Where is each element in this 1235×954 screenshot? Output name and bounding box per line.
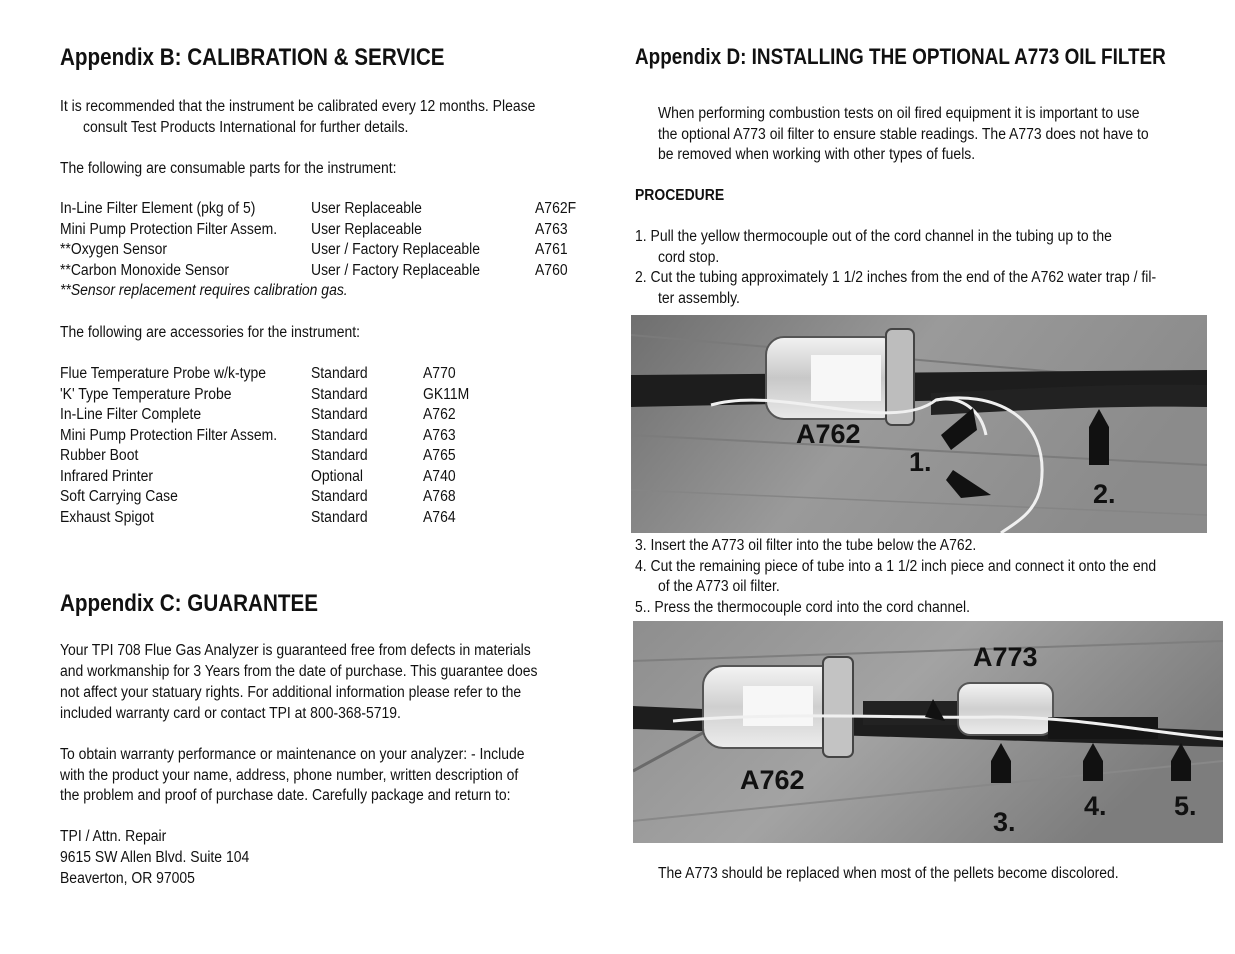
accessory-type: Standard <box>311 508 368 526</box>
sensor-note-row <box>60 282 600 303</box>
consumables-table <box>60 200 600 303</box>
accessory-name: Exhaust Spigot <box>60 508 154 526</box>
photo-filter-cut-illustration <box>631 315 1207 533</box>
photo2-label-5: 5. <box>1174 791 1197 821</box>
part-name: **Carbon Monoxide Sensor <box>60 261 230 279</box>
step-5: 5.. Press the thermocouple cord into the cord channel. <box>635 599 970 616</box>
part-number: A762F <box>535 200 577 217</box>
step-2-line2: ter assembly. <box>658 290 740 307</box>
step-1-line2: cord stop. <box>658 249 720 266</box>
appendix-b-title: Appendix B: CALIBRATION & SERVICE <box>60 44 445 71</box>
accessories-heading: The following are accessories for the instrument: <box>60 324 361 341</box>
part-name: **Oxygen Sensor <box>60 241 168 258</box>
guarantee-para1-line1: Your TPI 708 Flue Gas Analyzer is guaranteed free from defects in materials <box>60 642 531 659</box>
accessory-part: A740 <box>423 467 456 485</box>
address-line1: TPI / Attn. Repair <box>60 828 167 845</box>
appendix-b-intro-line2: consult Test Products International for further details. <box>83 119 409 136</box>
accessory-name: 'K' Type Temperature Probe <box>60 385 232 403</box>
guarantee-para2-line2: with the product your name, address, phone number, written description of <box>60 767 519 784</box>
photo2-label-3: 3. <box>993 807 1016 837</box>
accessory-type: Standard <box>311 385 368 403</box>
part-name: Mini Pump Protection Filter Assem. <box>60 220 278 238</box>
appendix-b-intro-line1: It is recommended that the instrument be calibrated every 12 months. Please <box>60 98 536 115</box>
accessory-name: Flue Temperature Probe w/k-type <box>60 365 266 382</box>
photo2-label-a773: A773 <box>973 642 1038 672</box>
table-row <box>60 488 600 509</box>
procedure-heading: PROCEDURE <box>635 187 725 204</box>
accessory-name: Soft Carrying Case <box>60 488 178 505</box>
table-row <box>60 447 600 468</box>
accessory-name: Rubber Boot <box>60 447 139 464</box>
guarantee-para1-line4: included warranty card or contact TPI at 800-368-5719. <box>60 705 401 722</box>
consumables-heading: The following are consumable parts for the instrument: <box>60 160 397 177</box>
table-row <box>60 509 600 530</box>
address-line3: Beaverton, OR 97005 <box>60 870 195 887</box>
table-row <box>60 221 600 242</box>
photo2-label-a762: A762 <box>740 765 805 795</box>
accessory-part: A764 <box>423 508 456 526</box>
table-row <box>60 365 600 386</box>
accessory-part: A770 <box>423 365 456 382</box>
accessory-type: Standard <box>311 365 368 382</box>
appendix-d-intro-line2: the optional A773 oil filter to ensure stable readings. The A773 does not have to <box>658 126 1149 143</box>
photo1-label-a762: A762 <box>796 419 861 449</box>
appendix-d-intro-line3: be removed when working with other types of fuels. <box>658 146 976 163</box>
part-number: A760 <box>535 261 568 279</box>
accessory-type: Standard <box>311 447 368 464</box>
accessory-type: Standard <box>311 406 368 423</box>
accessories-table <box>60 365 600 529</box>
part-number: A763 <box>535 220 568 238</box>
address-line2: 9615 SW Allen Blvd. Suite 104 <box>60 849 250 866</box>
accessory-name: In-Line Filter Complete <box>60 406 202 423</box>
guarantee-para2-line1: To obtain warranty performance or maintenance on your analyzer: - Include <box>60 746 525 763</box>
step-1-line1: 1. Pull the yellow thermocouple out of the cord channel in the tubing up to the <box>635 228 1112 245</box>
table-row <box>60 468 600 489</box>
accessory-part: A768 <box>423 488 456 505</box>
photo-oil-filter-installed <box>633 621 1223 843</box>
table-row <box>60 200 600 221</box>
table-row <box>60 386 600 407</box>
guarantee-para1-line2: and workmanship for 3 Years from the date of purchase. This guarantee does <box>60 663 538 680</box>
sensor-note: **Sensor replacement requires calibration gas. <box>60 282 348 299</box>
table-row <box>60 427 600 448</box>
accessory-part: A763 <box>423 426 456 444</box>
part-type: User Replaceable <box>311 220 422 238</box>
table-row <box>60 262 600 283</box>
accessory-part: A762 <box>423 406 456 423</box>
accessory-type: Standard <box>311 488 368 505</box>
accessory-name: Mini Pump Protection Filter Assem. <box>60 426 278 444</box>
accessory-part: GK11M <box>423 385 470 403</box>
accessory-part: A765 <box>423 447 456 464</box>
accessory-type: Optional <box>311 467 363 485</box>
part-type: User Replaceable <box>311 200 422 217</box>
table-row <box>60 406 600 427</box>
guarantee-para1-line3: not affect your statuary rights. For additional information please refer to the <box>60 684 522 701</box>
photo-oil-filter-installed-illustration <box>633 621 1223 843</box>
guarantee-para2-line3: the problem and proof of purchase date. Carefully package and return to: <box>60 787 511 804</box>
part-number: A761 <box>535 241 568 258</box>
step-2-line1: 2. Cut the tubing approximately 1 1/2 inches from the end of the A762 water trap / fil- <box>635 269 1157 286</box>
table-row <box>60 241 600 262</box>
photo-filter-cut <box>631 315 1207 533</box>
closing-note: The A773 should be replaced when most of the pellets become discolored. <box>658 865 1119 882</box>
appendix-c-title: Appendix C: GUARANTEE <box>60 590 318 617</box>
accessory-name: Infrared Printer <box>60 467 154 485</box>
part-name: In-Line Filter Element (pkg of 5) <box>60 200 256 217</box>
accessory-type: Standard <box>311 426 368 444</box>
photo2-label-4: 4. <box>1084 791 1107 821</box>
step-4-line1: 4. Cut the remaining piece of tube into a 1 1/2 inch piece and connect it onto the end <box>635 558 1157 575</box>
step-4-line2: of the A773 oil filter. <box>658 578 780 595</box>
appendix-d-title: Appendix D: INSTALLING THE OPTIONAL A773 OIL FILTER <box>635 44 1166 69</box>
part-type: User / Factory Replaceable <box>311 241 481 258</box>
appendix-d-intro-line1: When performing combustion tests on oil fired equipment it is important to use <box>658 105 1140 122</box>
photo1-label-1: 1. <box>909 447 932 477</box>
photo1-label-2: 2. <box>1093 479 1116 509</box>
step-3: 3. Insert the A773 oil filter into the tube below the A762. <box>635 537 977 554</box>
part-type: User / Factory Replaceable <box>311 261 481 279</box>
